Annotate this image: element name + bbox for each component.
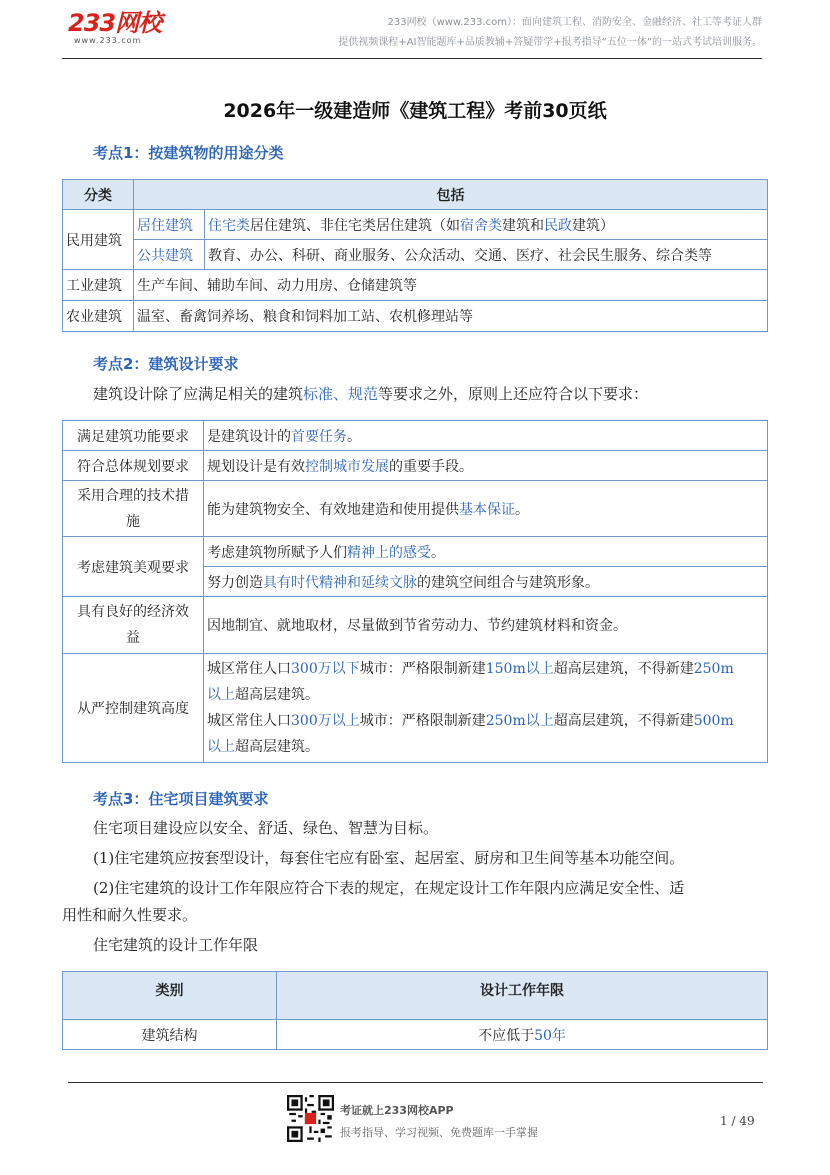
cell-residential-desc: 住宅类居住建筑、非住宅类居住建筑（如宿舍类建筑和民政建筑） [205,210,768,240]
footer-app-promo: 考证就上233网校APP [340,1104,454,1117]
req-technical-label: 采用合理的技术措 施 [63,481,204,537]
req-technical-text: 能为建筑物安全、有效地建造和使用提供基本保证。 [204,481,768,537]
req-function-label: 满足建筑功能要求 [63,421,204,451]
logo-text: 233网校 [68,9,162,37]
req-height-label: 从严控制建筑高度 [63,654,204,763]
design-life-table [62,971,768,1050]
section-3-para-3a: (2)住宅建筑的设计工作年限应符合下表的规定，在规定设计工作年限内应满足安全性、适 [93,879,685,897]
req-economic-text: 因地制宜、就地取材，尽量做到节省劳动力、节约建筑材料和资金。 [204,597,768,654]
req-function-text: 是建筑设计的首要任务。 [204,421,768,451]
logo-url: www.233.com [74,36,142,45]
cell-public: 公共建筑 [134,240,205,270]
header-divider [62,58,762,59]
page-header [0,0,830,60]
cell-structure-life: 不应低于50年 [277,1020,768,1050]
section-3-heading: 考点3：住宅项目建筑要求 [93,790,269,808]
building-use-table [62,179,768,332]
req-aesthetic-text-1: 考虑建筑物所赋予人们精神上的感受。 [204,537,768,567]
cell-structure: 建筑结构 [63,1020,277,1050]
design-requirements-table [62,420,768,763]
cell-industrial-desc: 生产车间、辅助车间、动力用房、仓储建筑等 [134,270,768,301]
th-type: 类别 [63,972,277,1020]
header-tagline-1: 233网校（www.233.com）：面向建筑工程、消防安全、金融经济、社工等考证人群 [387,17,762,28]
cell-industrial: 工业建筑 [63,270,134,301]
section-3-para-1: 住宅项目建设应以安全、舒适、绿色、智慧为目标。 [93,819,439,837]
cell-agricultural-desc: 温室、畜禽饲养场、粮食和饲料加工站、农机修理站等 [134,301,768,332]
th-include: 包括 [134,180,768,210]
req-aesthetic-text-2: 努力创造具有时代精神和延续文脉的建筑空间组合与建筑形象。 [204,567,768,597]
footer-divider [68,1082,763,1083]
cell-civil: 民用建筑 [63,210,134,270]
th-category: 分类 [63,180,134,210]
req-height-text: 城区常住人口300万以下城市：严格限制新建150m以上超高层建筑，不得新建250m 以上超高层建筑。 城区常住人口300万以上城市：严格限制新建250m以上超高层建筑，不得新建500m 以上超高层建筑。 [204,654,768,763]
footer-app-subtitle: 报考指导、学习视频、免费题库一手掌握 [340,1126,538,1139]
section-3-para-3b: 用性和耐久性要求。 [62,906,198,924]
cell-residential: 居住建筑 [134,210,205,240]
qr-code-icon[interactable] [287,1095,334,1142]
th-design-life: 设计工作年限 [277,972,768,1020]
cell-public-desc: 教育、办公、科研、商业服务、公众活动、交通、医疗、社会民生服务、综合类等 [205,240,768,270]
req-planning-label: 符合总体规划要求 [63,451,204,481]
section-3-para-2: (1)住宅建筑应按套型设计，每套住宅应有卧室、起居室、厨房和卫生间等基本功能空间。 [93,849,685,867]
header-tagline-2: 提供视频课程+AI智能题库+品质教辅+答疑带学+报考指导“五位一体”的一站式考试培训服务。 [338,37,762,48]
cell-agricultural: 农业建筑 [63,301,134,332]
table-caption: 住宅建筑的设计工作年限 [93,936,259,954]
req-planning-text: 规划设计是有效控制城市发展的重要手段。 [204,451,768,481]
section-2-heading: 考点2：建筑设计要求 [93,355,239,373]
page-title: 2026年一级建造师《建筑工程》考前30页纸 [223,100,607,122]
section-1-heading: 考点1：按建筑物的用途分类 [93,144,284,162]
section-2-intro: 建筑设计除了应满足相关的建筑标准、规范等要求之外，原则上还应符合以下要求： [93,385,649,403]
req-economic-label: 具有良好的经济效 益 [63,597,204,654]
req-aesthetic-label: 考虑建筑美观要求 [63,537,204,597]
page-number: 1 / 49 [720,1114,755,1128]
brand-logo[interactable] [68,10,161,45]
